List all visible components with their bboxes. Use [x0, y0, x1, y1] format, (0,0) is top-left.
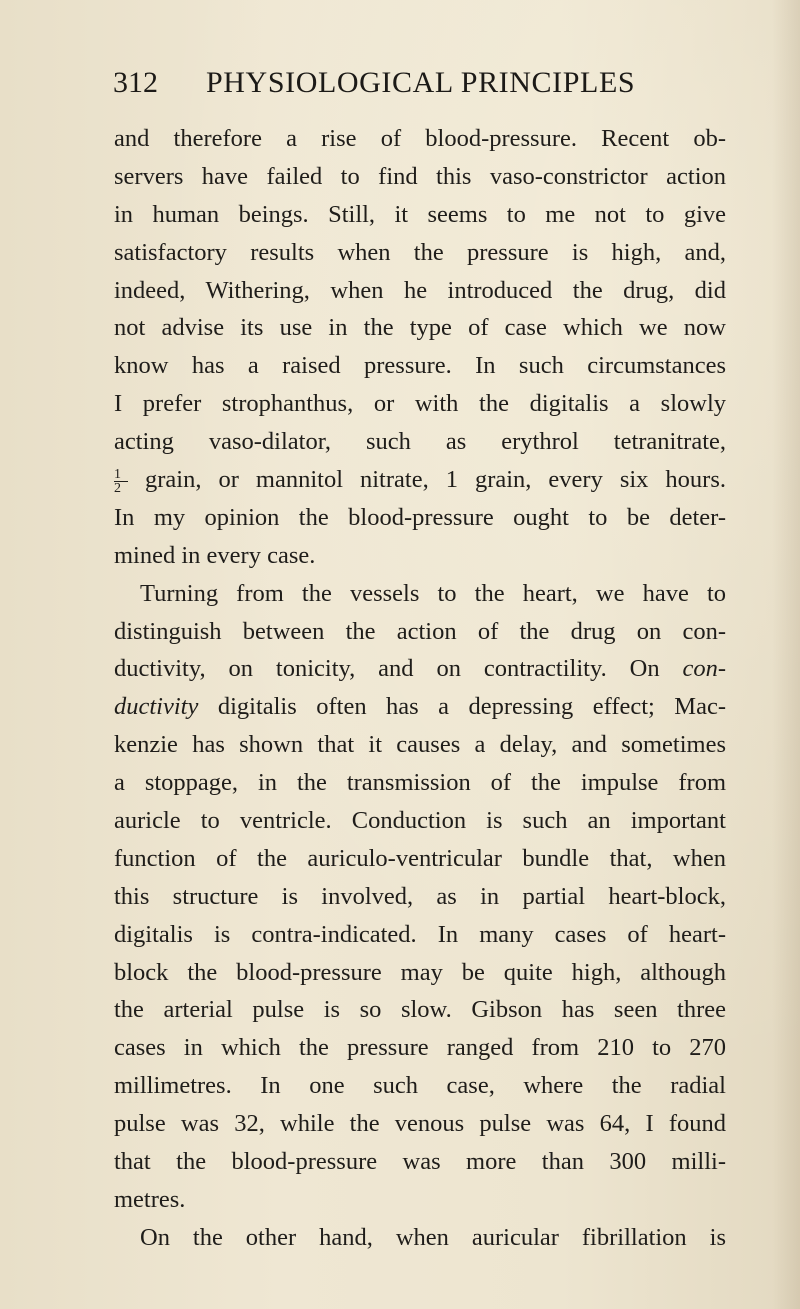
text-line: millimetres. In one such case, where the radial [114, 1072, 726, 1100]
running-title: PHYSIOLOGICAL PRINCIPLES [206, 66, 636, 99]
italic-term: con- [682, 655, 726, 683]
running-header [113, 66, 713, 100]
text-line: mined in every case. [114, 541, 316, 569]
fraction-numerator: 1 [114, 468, 128, 482]
paragraph-start-line: On the other hand, when auricular fibrillation is [140, 1223, 726, 1251]
text-line: know has a raised pressure. In such circumstances [114, 352, 726, 380]
text-line: not advise its use in the type of case which we now [114, 314, 726, 342]
text-line: block the blood-pressure may be quite high, although [114, 958, 726, 986]
text-line: function of the auriculo-ventricular bundle that, when [114, 844, 726, 872]
text-line: auricle to ventricle. Conduction is such an important [114, 807, 726, 835]
text-line: digitalis is contra-indicated. In many cases of heart- [114, 920, 726, 948]
fraction-denominator: 2 [114, 481, 121, 497]
page-number: 312 [113, 66, 158, 99]
text-line: satisfactory results when the pressure is high, and, [114, 238, 726, 266]
text-line: servers have failed to find this vaso-constrictor action [114, 162, 726, 190]
fraction-one-half [114, 467, 128, 497]
text-line [114, 650, 726, 688]
text-line: pulse was 32, while the venous pulse was 64, I found [114, 1110, 726, 1138]
text-line: I prefer strophanthus, or with the digitalis a slowly [114, 390, 726, 418]
text-line-with-fraction [114, 461, 726, 499]
text-line: this structure is involved, as in partial heart-block, [114, 882, 726, 910]
text-line: acting vaso-dilator, such as erythrol tetranitrate, [114, 428, 726, 456]
paragraph-start-line: Turning from the vessels to the heart, we have to [140, 579, 726, 607]
text-line: In my opinion the blood-pressure ought to be deter- [114, 503, 726, 531]
text-line: in human beings. Still, it seems to me not to give [114, 200, 726, 228]
text-line: distinguish between the action of the drug on con- [114, 617, 726, 645]
text-line: kenzie has shown that it causes a delay, and sometimes [114, 731, 726, 759]
text-line: indeed, Withering, when he introduced the drug, did [114, 276, 726, 304]
text-line: metres. [114, 1185, 186, 1213]
text-segment: ductivity, on tonicity, and on contractility. On [114, 655, 660, 683]
text-line: the arterial pulse is so slow. Gibson has seen three [114, 996, 726, 1024]
text-line: a stoppage, in the transmission of the impulse from [114, 769, 726, 797]
text-segment: grain, or mannitol nitrate, 1 grain, every six hours. [145, 466, 727, 494]
text-line: and therefore a rise of blood-pressure. Recent ob- [114, 125, 726, 152]
body-text [114, 120, 726, 1257]
text-line: cases in which the pressure ranged from 210 to 270 [114, 1034, 726, 1062]
text-segment: digitalis often has a depressing effect; Mac- [217, 693, 727, 721]
text-line [114, 688, 726, 726]
page-edge-shadow [772, 0, 800, 1309]
text-line: that the blood-pressure was more than 300 milli- [114, 1148, 726, 1176]
italic-term: ductivity [114, 693, 199, 721]
